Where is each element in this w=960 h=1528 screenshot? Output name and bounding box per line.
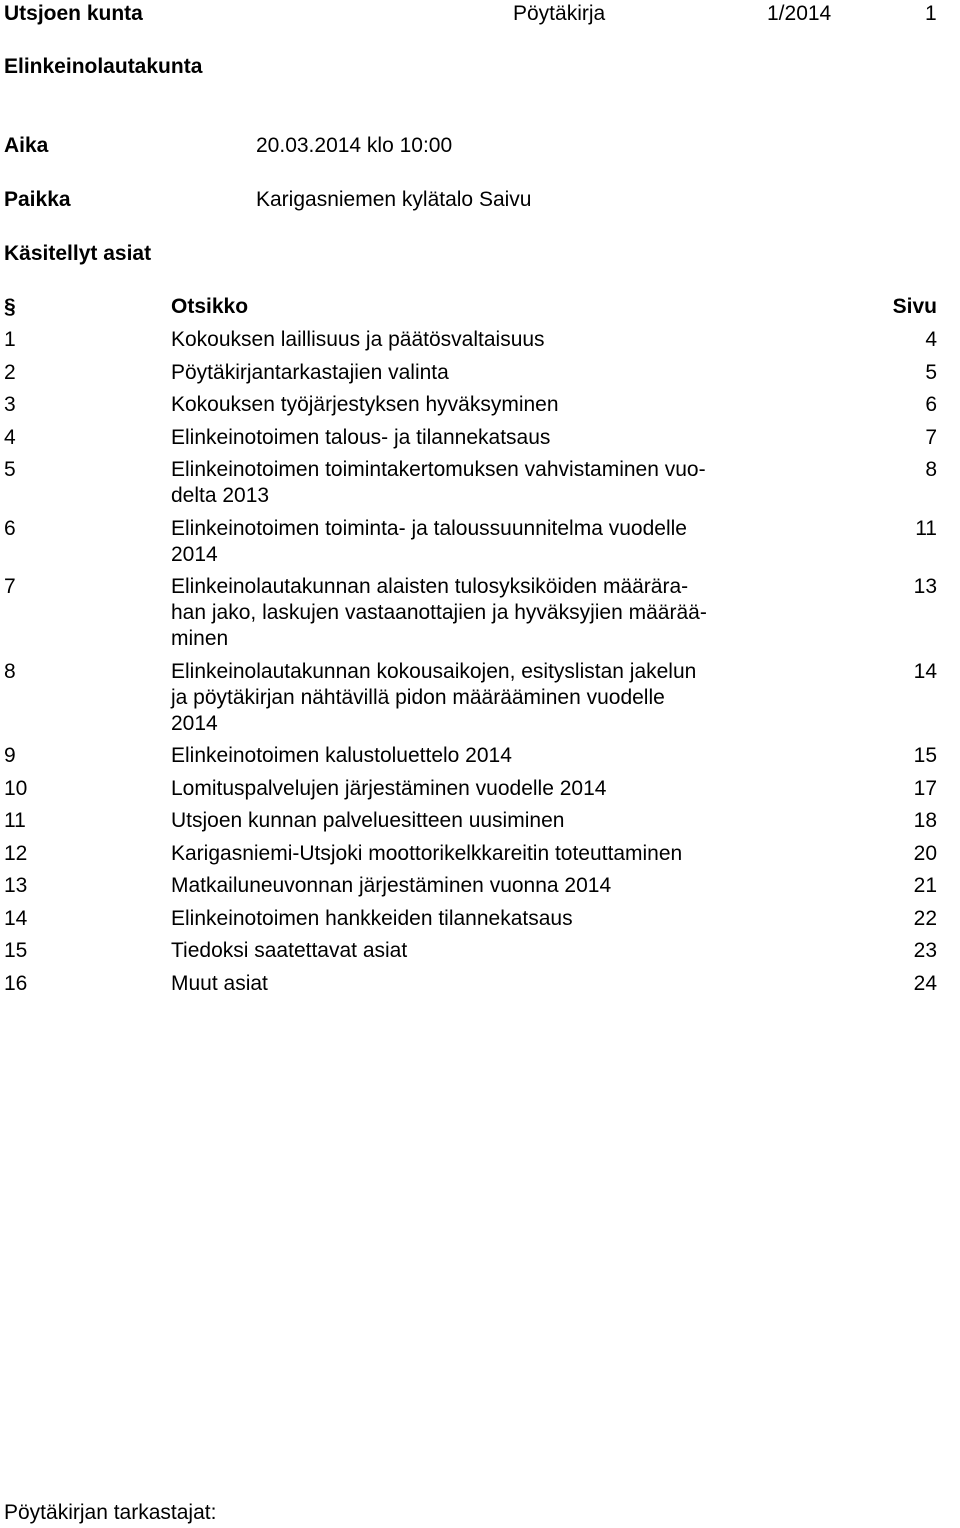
agenda-item-page: 8	[925, 458, 937, 481]
agenda-item-number: 16	[4, 971, 28, 995]
agenda-item-page: 14	[913, 659, 937, 683]
agenda-item-title: Karigasniemi-Utsjoki moottorikelkkareitin toteuttaminen	[171, 841, 683, 865]
agenda-item-number: 5	[4, 458, 16, 481]
agenda-item-title: Kokouksen laillisuus ja päätösvaltaisuus	[171, 328, 545, 351]
agenda-item-number: 4	[4, 425, 16, 449]
agenda-row	[4, 327, 937, 353]
agenda-item-title: Elinkeinolautakunnan kokousaikojen, esityslistan jakelun ja pöytäkirjan nähtävillä pidon määrääminen vuodelle 2014	[171, 659, 697, 735]
agenda-item-number: 13	[4, 874, 28, 897]
agenda-table	[4, 327, 937, 1003]
document-number: 1/2014	[767, 2, 832, 25]
agenda-item-page: 6	[925, 393, 937, 416]
organization-name: Utsjoen kunta	[4, 2, 143, 25]
agenda-item-number: 11	[4, 809, 26, 832]
agenda-row	[4, 659, 937, 737]
place-label: Paikka	[4, 188, 71, 211]
agenda-row	[4, 808, 937, 834]
agenda-row	[4, 971, 937, 997]
agenda-item-number: 2	[4, 360, 16, 384]
agenda-row	[4, 574, 937, 652]
agenda-item-title: Kokouksen työjärjestyksen hyväksyminen	[171, 393, 559, 416]
agenda-item-page: 22	[913, 906, 937, 930]
agenda-item-number: 6	[4, 516, 16, 540]
agenda-item-page: 23	[913, 939, 937, 962]
agenda-row	[4, 425, 937, 451]
agenda-row	[4, 516, 937, 568]
agenda-item-page: 11	[915, 516, 937, 540]
agenda-item-number: 10	[4, 776, 28, 800]
agenda-item-number: 9	[4, 744, 16, 767]
agenda-item-page: 21	[913, 874, 937, 897]
agenda-item-title: Elinkeinotoimen hankkeiden tilannekatsaus	[171, 906, 573, 930]
agenda-item-title: Lomituspalvelujen järjestäminen vuodelle 2014	[171, 776, 607, 800]
agenda-item-page: 18	[913, 809, 937, 832]
agenda-item-page: 24	[913, 971, 937, 995]
agenda-item-title: Elinkeinotoimen talous- ja tilannekatsaus	[171, 425, 551, 449]
agenda-item-title: Pöytäkirjantarkastajien valinta	[171, 360, 449, 384]
agenda-item-title: Elinkeinotoimen toiminta- ja taloussuunnitelma vuodelle 2014	[171, 516, 687, 566]
page-number: 1	[925, 2, 937, 25]
agenda-row	[4, 392, 937, 418]
agenda-item-number: 1	[4, 328, 16, 351]
time-label: Aika	[4, 134, 49, 157]
agenda-item-number: 12	[4, 841, 28, 865]
agenda-item-number: 15	[4, 939, 28, 962]
agenda-item-number: 7	[4, 575, 16, 598]
agenda-row	[4, 457, 937, 509]
place-value: Karigasniemen kylätalo Saivu	[256, 188, 532, 211]
agenda-item-page: 20	[913, 841, 937, 865]
agenda-row	[4, 743, 937, 769]
agenda-row	[4, 906, 937, 932]
agenda-row	[4, 938, 937, 964]
agenda-item-number: 8	[4, 659, 16, 683]
agenda-item-page: 15	[913, 744, 937, 767]
agenda-item-title: Elinkeinolautakunnan alaisten tulosyksiköiden määrära- han jako, laskujen vastaanottajien ja hyväksyjien määrää- minen	[171, 575, 707, 650]
agenda-item-title: Elinkeinotoimen kalustoluettelo 2014	[171, 744, 512, 767]
agenda-row	[4, 360, 937, 386]
agenda-item-title: Utsjoen kunnan palveluesitteen uusiminen	[171, 809, 565, 832]
agenda-item-page: 17	[913, 776, 937, 800]
committee-name: Elinkeinolautakunta	[4, 55, 203, 78]
agenda-item-page: 5	[925, 360, 937, 384]
agenda-item-title: Muut asiat	[171, 971, 268, 995]
section-symbol: §	[4, 295, 16, 318]
agenda-heading: Käsitellyt asiat	[4, 242, 152, 265]
agenda-row	[4, 873, 937, 899]
agenda-item-page: 13	[913, 575, 937, 598]
time-value: 20.03.2014 klo 10:00	[256, 134, 453, 157]
agenda-item-number: 14	[4, 906, 28, 930]
agenda-item-title: Matkailuneuvonnan järjestäminen vuonna 2014	[171, 874, 612, 897]
document-type: Pöytäkirja	[513, 2, 606, 25]
agenda-item-number: 3	[4, 393, 16, 416]
agenda-item-title: Elinkeinotoimen toimintakertomuksen vahvistaminen vuo- delta 2013	[171, 458, 706, 507]
agenda-row	[4, 841, 937, 867]
agenda-item-page: 7	[925, 425, 937, 449]
column-header-title: Otsikko	[171, 295, 249, 318]
reviewers-label: Pöytäkirjan tarkastajat:	[4, 1501, 217, 1524]
column-header-page: Sivu	[892, 295, 937, 318]
agenda-row	[4, 776, 937, 802]
agenda-item-title: Tiedoksi saatettavat asiat	[171, 939, 408, 962]
agenda-item-page: 4	[925, 328, 937, 351]
